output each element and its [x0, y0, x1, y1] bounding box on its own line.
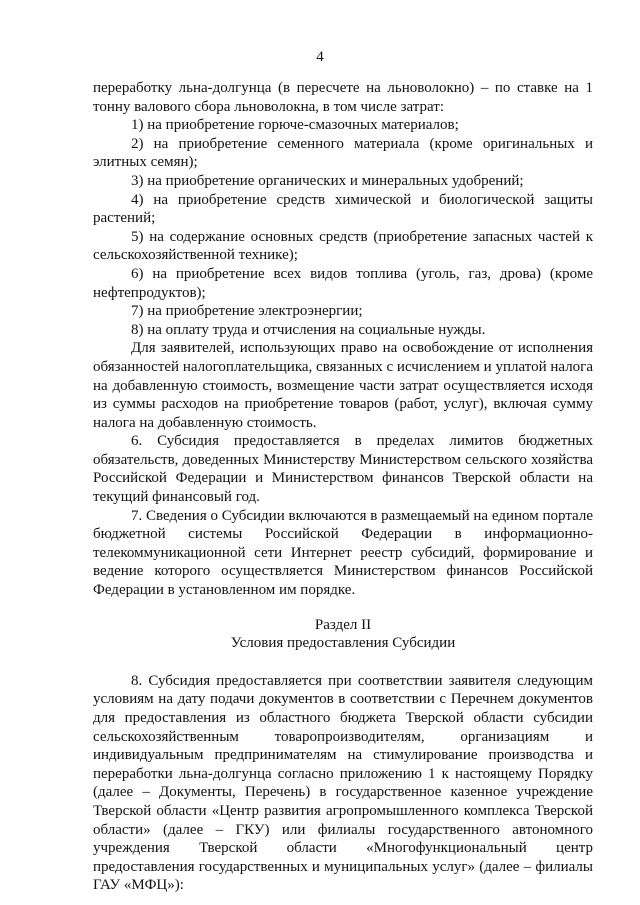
page-number: 4	[316, 49, 324, 65]
list-item-electricity: 7) на приобретение электроэнергии;	[131, 303, 363, 320]
paragraph-clause-6: 6. Субсидия предоставляется в пределах лимитов бюджетных обязательств, доведенных Министерству Министерством сельского хозяйства Российской Федерации и Министерством финансов Тверской области на текущий финансовый год.	[93, 433, 593, 506]
paragraph-vat: Для заявителей, использующих право на освобождение от исполнения обязанностей налогоплательщика, связанных с исчислением и уплатой налога на добавленную стоимость, возмещение части затрат осуществляется исходя из суммы расходов на приобретение товаров (работ, услуг), включая сумму налога на добавленную стоимость.	[93, 340, 593, 431]
list-item-fixed-assets: 5) на содержание основных средств (приобретение запасных частей к сельскохозяйственной технике);	[93, 228, 593, 264]
list-item-plant-protection: 4) на приобретение средств химической и биологической защиты растений;	[93, 191, 593, 227]
list-item-labor: 8) на оплату труда и отчисления на социальные нужды.	[131, 321, 486, 338]
list-item-seed-material: 2) на приобретение семенного материала (кроме оригинальных и элитных семян);	[93, 135, 593, 171]
list-item-fuel-lubricants: 1) на приобретение горюче-смазочных материалов;	[131, 117, 459, 134]
section-heading: Раздел II	[314, 616, 372, 633]
list-item-fuel: 6) на приобретение всех видов топлива (уголь, газ, дрова) (кроме нефтепродуктов);	[93, 265, 593, 301]
document-body	[93, 79, 593, 895]
paragraph-clause-8: 8. Субсидия предоставляется при соответствии заявителя следующим условиям на дату подачи документов в соответствии с Перечнем документов для предоставления из областного бюджета Тверской области субсидии сельскохозяйственным товаропроизводителям, организациям и индивидуальным предпринимателям на стимулирование производства и переработки льна-долгунца согласно приложению 1 к настоящему Порядку (далее – Документы, Перечень) в государственное казенное учреждение Тверской области «Центр развития агропромышленного комплекса Тверской области» (далее – ГКУ) или филиалы государственного автономного учреждения Тверской области «Многофункциональный центр предоставления государственных и муниципальных услуг» (далее – филиалы ГАУ «МФЦ»):	[93, 672, 593, 894]
list-item-fertilizers: 3) на приобретение органических и минеральных удобрений;	[131, 172, 524, 189]
section-title: Условия предоставления Субсидии	[230, 635, 456, 652]
paragraph-clause-7: 7. Сведения о Субсидии включаются в размещаемый на едином портале бюджетной системы Российской Федерации в информационно-телекоммуникационной сети Интернет реестр субсидий, формирование и ведение которого осуществляется Министерством финансов Российской Федерации в установленном им порядке.	[93, 507, 593, 599]
paragraph-continuation: переработку льна-долгунца (в пересчете на льноволокно) – по ставке на 1 тонну валового сбора льноволокна, в том числе затрат:	[93, 80, 593, 115]
